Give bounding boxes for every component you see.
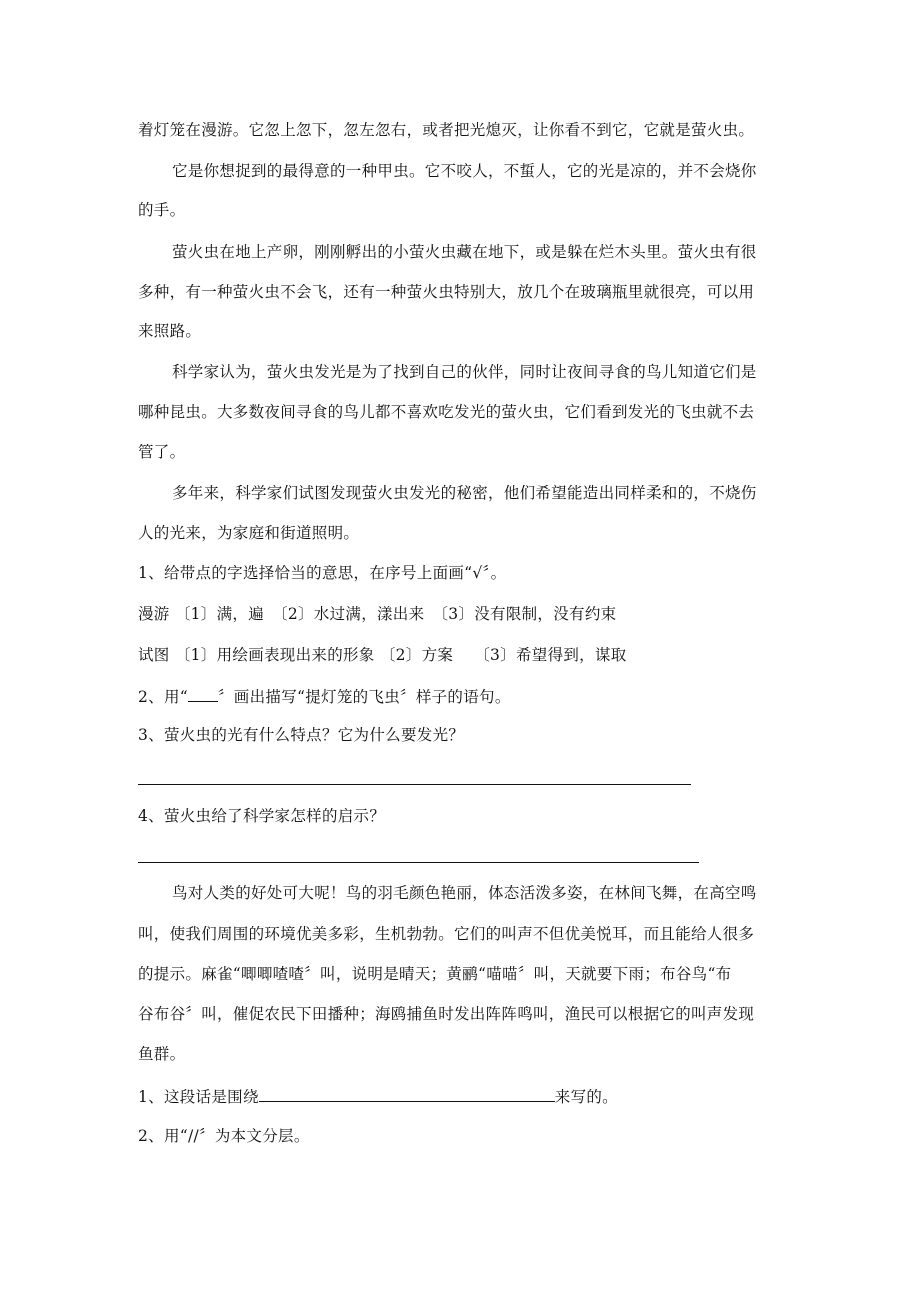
- passage-firefly-p2-line1: 它是你想捉到的最得意的一种甲虫。它不咬人，不蜇人，它的光是凉的，并不会烧你: [172, 162, 757, 180]
- passage-firefly-p5-line2: 人的光来，为家庭和街道照明。: [138, 524, 360, 542]
- question-1: 1、给带点的字选择恰当的意思，在序号上面画“√〞。: [138, 564, 507, 582]
- passage-firefly-p5-line1: 多年来，科学家们试图发现萤火虫发光的秘密，他们希望能造出同样柔和的，不烧伤: [172, 484, 757, 502]
- question-1-option-shi-tu: 试图 〔1〕用绘画表现出来的形象 〔2〕方案 〔3〕希望得到，谋取: [138, 646, 627, 664]
- question-2: [138, 685, 511, 707]
- passage-firefly-p3-line2: 多种，有一种萤火虫不会飞，还有一种萤火虫特别大，放几个在玻璃瓶里就很亮，可以用: [138, 283, 755, 301]
- answer-line-question-3[interactable]: [138, 784, 691, 785]
- bird-question-2: 2、用“//〞为本文分层。: [138, 1127, 310, 1145]
- bird-question-1-prefix: 1、这段话是围绕: [138, 1088, 259, 1106]
- answer-blank-bird-question-1[interactable]: [259, 1085, 555, 1102]
- question-3: 3、萤火虫的光有什么特点？它为什么要发光？: [138, 726, 465, 744]
- passage-bird-line2: 叫，使我们周围的环境优美多彩，生机勃勃。它们的叫声不但优美悦耳，而且能给人很多: [138, 925, 755, 943]
- passage-firefly-p4-line2: 哪种昆虫。大多数夜间寻食的鸟儿都不喜欢吃发光的萤火虫，它们看到发光的飞虫就不去: [138, 403, 755, 421]
- passage-firefly-p1-line: 着灯笼在漫游。它忽上忽下，忽左忽右，或者把光熄灭，让你看不到它，它就是萤火虫。: [138, 121, 755, 139]
- bird-question-1-suffix: 来写的。: [554, 1088, 618, 1106]
- passage-firefly-p4-line1: 科学家认为，萤火虫发光是为了找到自己的伙伴，同时让夜间寻食的鸟儿知道它们是: [172, 363, 757, 381]
- question-2-prefix: 2、用“: [138, 688, 188, 706]
- bird-question-1: [138, 1085, 618, 1107]
- answer-line-question-4[interactable]: [138, 862, 699, 863]
- passage-firefly-p4-line3: 管了。: [138, 443, 186, 461]
- passage-bird-line3: 的提示。麻雀“唧唧喳喳〞叫，说明是晴天；黄鹂“喵喵〞叫，天就要下雨；布谷鸟“布: [138, 965, 732, 983]
- passage-firefly-p2-line2: 的手。: [138, 201, 186, 219]
- underline-sample: [188, 685, 218, 702]
- passage-bird-line5: 鱼群。: [138, 1045, 186, 1063]
- passage-firefly-p3-line1: 萤火虫在地上产卵，刚刚孵出的小萤火虫藏在地下，或是躲在烂木头里。萤火虫有很: [172, 243, 757, 261]
- question-4: 4、萤火虫给了科学家怎样的启示？: [138, 807, 386, 825]
- passage-bird-line1: 鸟对人类的好处可大呢！鸟的羽毛颜色艳丽，体态活泼多姿，在林间飞舞，在高空鸣: [172, 884, 757, 902]
- question-2-suffix: 〞画出描写“提灯笼的飞虫〞样子的语句。: [218, 688, 511, 706]
- passage-bird-line4: 谷布谷〞叫，催促农民下田播种；海鸥捕鱼时发出阵阵鸣叫，渔民可以根据它的叫声发现: [138, 1005, 755, 1023]
- question-1-option-man-you: 漫游 〔1〕满，遍 〔2〕水过满，漾出来 〔3〕没有限制，没有约束: [138, 605, 617, 623]
- passage-firefly-p3-line3: 来照路。: [138, 322, 202, 340]
